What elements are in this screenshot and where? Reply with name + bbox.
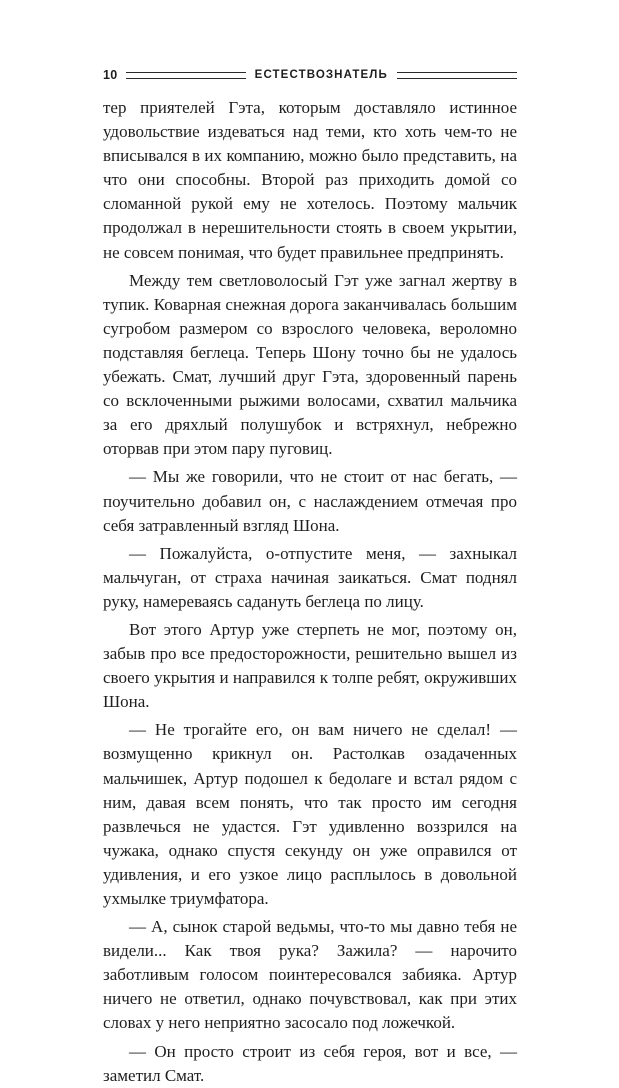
running-title: ЕСТЕСТВОЗНАТЕЛЬ: [254, 69, 388, 81]
paragraph-dialogue: — Мы же говорили, что не стоит от нас бегать, — поучительно добавил он, с наслаждением отмечая про себя затравленный взгляд Шона.: [103, 467, 517, 535]
page-number: 10: [103, 68, 118, 82]
paragraph-dialogue: — Не трогайте его, он вам ничего не сделал! — возмущенно крикнул он. Растолкав озадаченных мальчишек, Артур подошел к бедолаге и встал рядом с ним, давая всем понять, что так просто им сегодня развлечься не удастся. Гэт удивленно воззрился на чужака, однако спустя секунду он уже оправился от удивления, и его узкое лицо расплылось в довольной ухмылке триумфатора.: [103, 720, 517, 908]
header-rule-left: [126, 72, 246, 79]
paragraph-dialogue: — А, сынок старой ведьмы, что-то мы давно тебя не видели... Как твоя рука? Зажила? — нарочито заботливым голосом поинтересовался забияка. Артур ничего не ответил, однако почувствовал, как при этих словах у него неприятно засосало под ложечкой.: [103, 917, 517, 1033]
paragraph: Вот этого Артур уже стерпеть не мог, поэтому он, забыв про все предосторожности, решительно вышел из своего укрытия и направился к толпе ребят, окруживших Шона.: [103, 619, 517, 712]
header-rule-right: [397, 72, 517, 79]
paragraph-continued: тер приятелей Гэта, которым доставляло истинное удовольствие издеваться над теми, кто хоть чем-то не вписывался в их компанию, можно было представить, на что они способны. Второй раз приходить домой со сломанной рукой ему не хотелось. Поэтому мальчик продолжал в нерешительности стоять в своем укрытии, не совсем понимая, что будет правильнее предпринять.: [103, 98, 517, 262]
paragraph-dialogue: — Пожалуйста, о-отпустите меня, — захныкал мальчуган, от страха начиная заикаться. Смат поднял руку, намереваясь садануть беглеца по лицу.: [103, 543, 517, 611]
running-header: [103, 67, 517, 83]
paragraph: Между тем светловолосый Гэт уже загнал жертву в тупик. Коварная снежная дорога заканчивалась большим сугробом размером со взрослого человека, вероломно подставляя беглеца. Теперь Шону точно бы не удалось убежать. Смат, лучший друг Гэта, здоровенный парень со всклоченными рыжими волосами, схватил мальчика за его дряхлый полушубок и встряхнул, небрежно оторвав при этом пару пуговиц.: [103, 270, 517, 459]
paragraph-dialogue: — Он просто строит из себя героя, вот и все, — заметил Смат.: [103, 1041, 517, 1085]
body-text: [103, 96, 517, 1088]
